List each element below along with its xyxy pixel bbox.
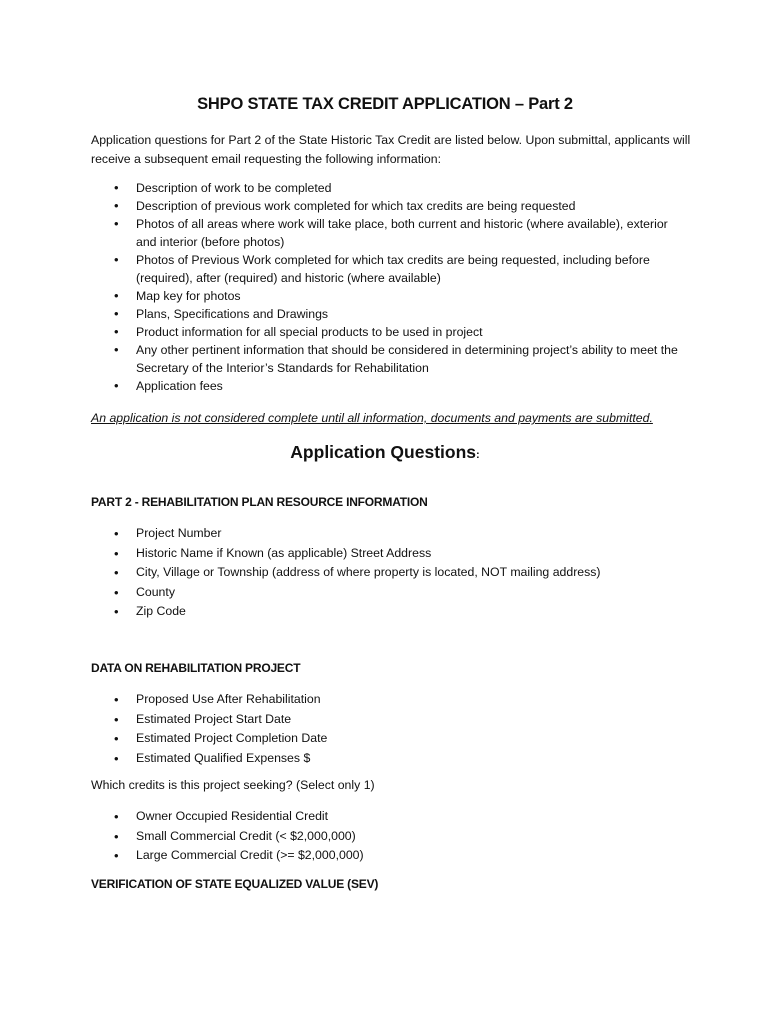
data-items-list [91,690,711,768]
document-title: SHPO STATE TAX CREDIT APPLICATION – Part 2 [197,95,573,113]
credits-question: Which credits is this project seeking? (Select only 1) [91,778,375,792]
list-item: • Description of previous work completed for which tax credits are being requested [91,197,691,215]
list-item: • Product information for all special products to be used in project [91,323,691,341]
list-item: • Map key for photos [91,287,691,305]
data-section-header: DATA ON REHABILITATION PROJECT [91,661,301,675]
part2-section-header: PART 2 - REHABILITATION PLAN RESOURCE INFORMATION [91,495,428,509]
sev-section-header: VERIFICATION OF STATE EQUALIZED VALUE (SEV) [91,877,379,891]
list-item: • Application fees [91,377,691,395]
list-item: • Project Number [91,524,711,544]
list-item: • Estimated Project Completion Date [91,729,711,749]
credit-options-list [91,807,711,866]
credit-option: • Owner Occupied Residential Credit [91,807,711,827]
list-item: • Estimated Project Start Date [91,710,711,730]
list-item: • Photos of all areas where work will take place, both current and historic (where available), exterior and interior (before photos) [91,215,691,251]
list-item: • Description of work to be completed [91,179,691,197]
questions-heading-colon: : [476,449,480,461]
list-item: • County [91,583,711,603]
list-item: • Estimated Qualified Expenses $ [91,749,711,769]
list-item: • Zip Code [91,602,711,622]
submission-items-list [91,179,691,395]
list-item: • Proposed Use After Rehabilitation [91,690,711,710]
list-item: • Plans, Specifications and Drawings [91,305,691,323]
part2-items-list [91,524,711,622]
questions-heading [0,442,770,463]
credit-option: • Small Commercial Credit (< $2,000,000) [91,827,711,847]
list-item: • Historic Name if Known (as applicable) Street Address [91,544,711,564]
completeness-note: An application is not considered complete until all information, documents and payments are submitted. [91,411,653,425]
questions-heading-text: Application Questions [290,442,477,462]
list-item: • Photos of Previous Work completed for which tax credits are being requested, including before (required), after (required) and historic (where available) [91,251,691,287]
intro-paragraph: Application questions for Part 2 of the State Historic Tax Credit are listed below. Upon submittal, applicants will receive a subsequent email requesting the following information: [91,133,691,166]
credit-option: • Large Commercial Credit (>= $2,000,000) [91,846,711,866]
list-item: • City, Village or Township (address of where property is located, NOT mailing address) [91,563,711,583]
list-item: • Any other pertinent information that should be considered in determining project’s ability to meet the Secretary of the Interior’s Standards for Rehabilitation [91,341,691,377]
